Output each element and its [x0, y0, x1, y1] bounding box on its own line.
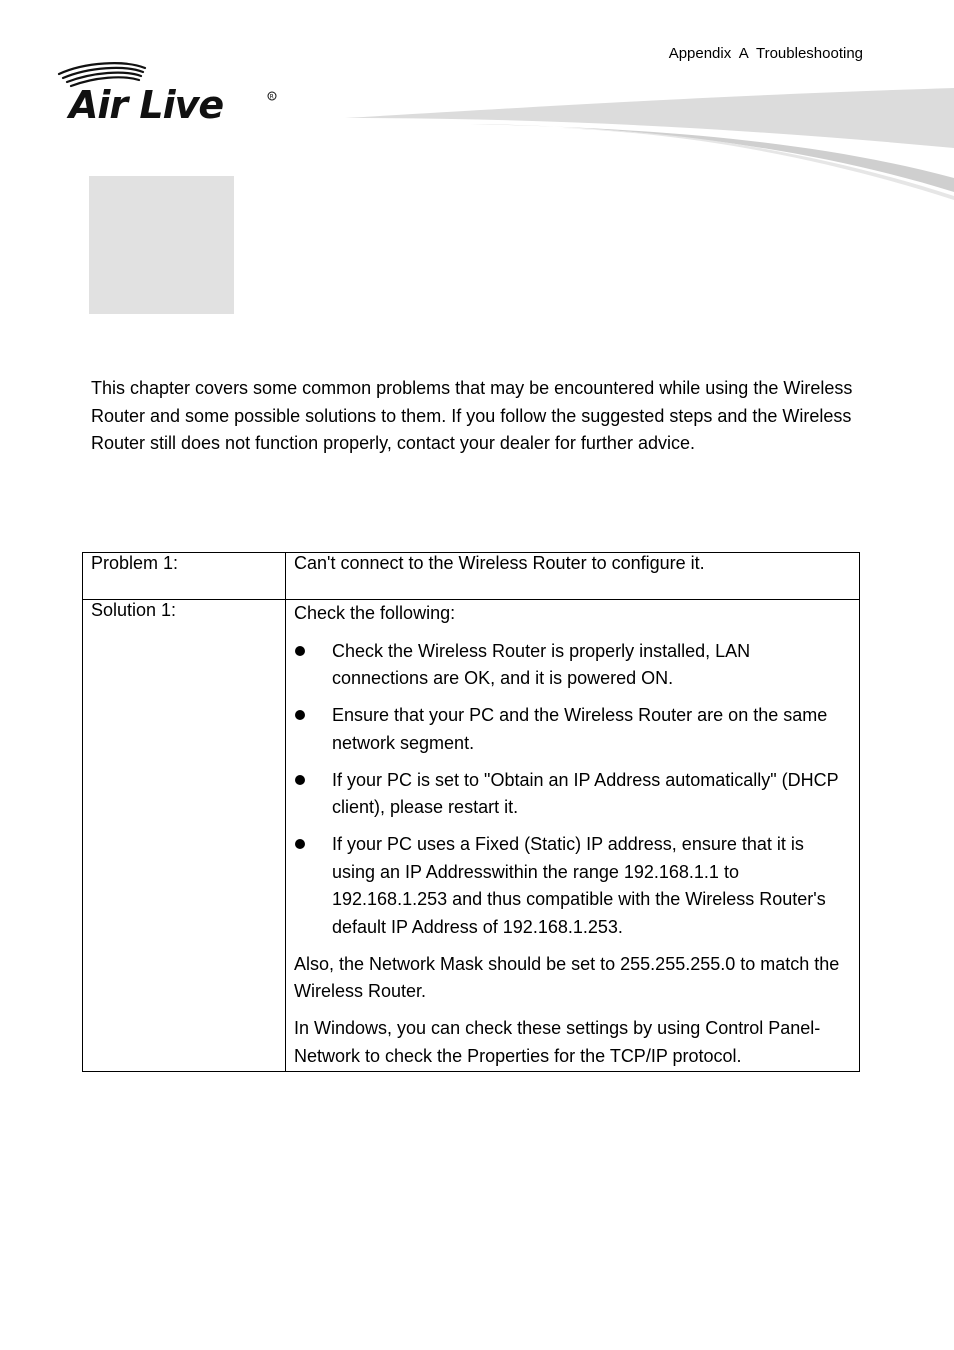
bullet-icon — [295, 646, 305, 656]
bullet-icon — [295, 775, 305, 785]
list-item — [294, 831, 851, 942]
solution-row — [83, 600, 860, 1072]
troubleshooting-table — [82, 552, 860, 1072]
bullet-text: Check the Wireless Router is properly installed, LAN connections are OK, and it is powered ON. — [332, 640, 751, 689]
problem-text: Can't connect to the Wireless Router to configure it. — [286, 553, 860, 600]
solution-content — [286, 600, 860, 1072]
bullet-icon — [295, 710, 305, 720]
bullet-text: If your PC is set to "Obtain an IP Address automatically" (DHCP client), please restart it. — [332, 769, 839, 818]
problem-label: Problem 1: — [83, 553, 286, 600]
list-item — [294, 638, 851, 693]
solution-intro: Check the following: — [294, 603, 456, 623]
list-item — [294, 767, 851, 822]
windows-settings-note: In Windows, you can check these settings by using Control Panel-Network to check the Properties for the TCP/IP protocol. — [294, 1018, 821, 1066]
page-header-section: Appendix A Troubleshooting — [668, 45, 863, 62]
chapter-number-box — [89, 176, 234, 314]
svg-text:R: R — [269, 93, 274, 101]
bullet-text: Ensure that your PC and the Wireless Router are on the same network segment. — [332, 705, 828, 753]
solution-bullet-list — [294, 638, 851, 942]
solution-label: Solution 1: — [83, 600, 286, 1072]
problem-row — [83, 553, 860, 600]
network-mask-note: Also, the Network Mask should be set to 255.255.255.0 to match the Wireless Router. — [294, 953, 840, 1002]
airlive-logo — [55, 60, 285, 130]
list-item — [294, 702, 851, 757]
bullet-text: If your PC uses a Fixed (Static) IP address, ensure that it is using an IP Addresswithin the range 192.168.1.1 to 192.168.1.253 and thus compatible with the Wireless Router's default IP Address of 192.168.1.253. — [332, 833, 826, 938]
intro-paragraph: This chapter covers some common problems that may be encountered while using the Wireless Router and some possible solutions to them. If you follow the suggested steps and the Wireless Router still does not function properly, contact your dealer for further advice. — [91, 378, 853, 454]
svg-text:Air Live: Air Live — [69, 83, 224, 127]
bullet-icon — [295, 839, 305, 849]
